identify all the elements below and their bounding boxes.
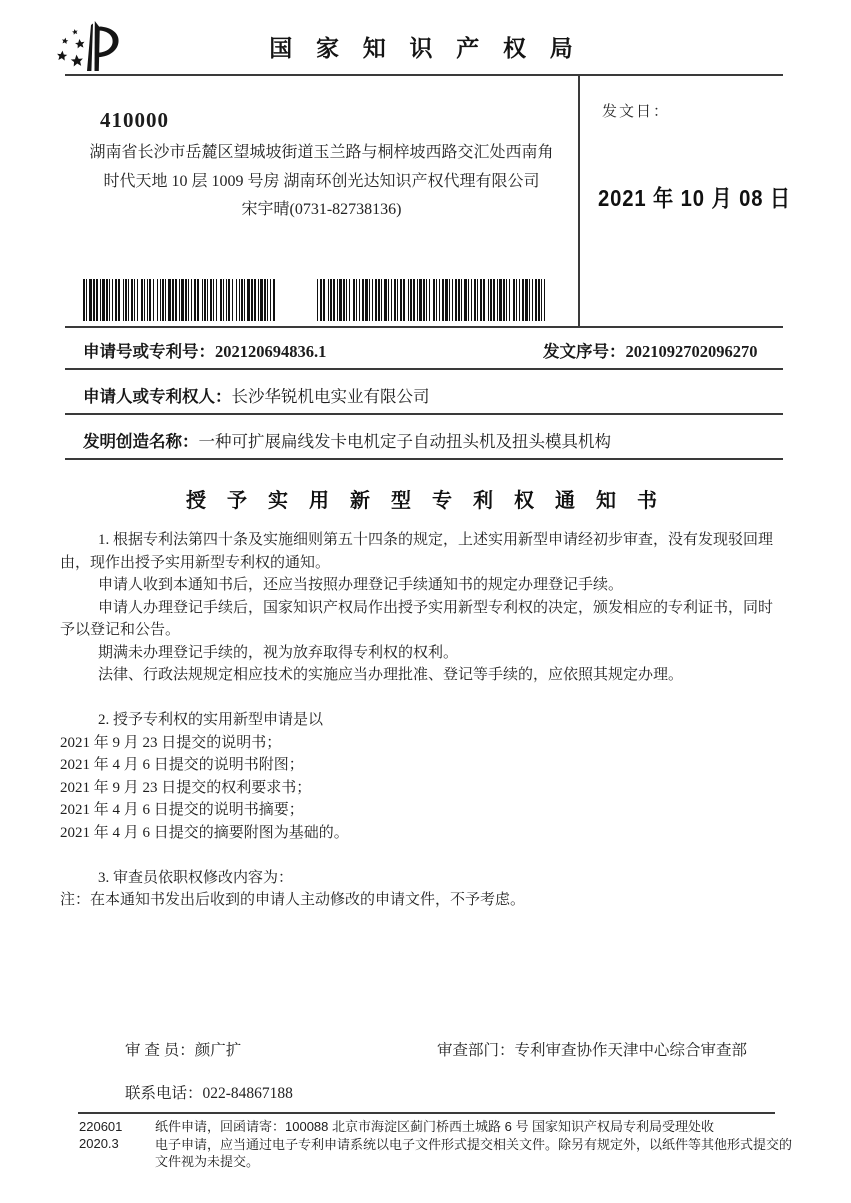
form-number: 220601 bbox=[79, 1119, 123, 1134]
footer-line-1: 纸件申请，回函请寄：100088 北京市海淀区蓟门桥西土城路 6 号 国家知识产权局专利局受理处收 bbox=[155, 1119, 715, 1134]
application-number-value: 202120694836.1 bbox=[215, 342, 327, 361]
invention-title-row bbox=[83, 428, 611, 452]
footer-line-2: 电子申请，应当通过电子专利申请系统以电子文件形式提交相关文件。除另有规定外，以纸件等其他形式提交的 bbox=[155, 1136, 793, 1152]
header-rule bbox=[65, 74, 783, 76]
notice-line: 予以登记和公告。 bbox=[60, 622, 181, 638]
recipient-postcode: 410000 bbox=[100, 108, 169, 132]
issue-box-divider bbox=[578, 75, 580, 327]
notice-line: 2021 年 4 月 6 日提交的说明书摘要； bbox=[60, 802, 304, 818]
notice-line: 法律、行政法规规定相应技术的实施应当办理批准、登记等手续的，应依照其规定办理。 bbox=[98, 667, 684, 683]
rule-3 bbox=[65, 413, 783, 415]
barcode-left bbox=[83, 279, 275, 321]
phone-number: 022-84867188 bbox=[202, 1085, 293, 1102]
recipient-contact: 宋宇晴(0731-82738136) bbox=[241, 201, 402, 218]
form-version: 2020.3 bbox=[79, 1136, 119, 1151]
notice-title: 授 予 实 用 新 型 专 利 权 通 知 书 bbox=[186, 490, 665, 512]
phone-row bbox=[125, 1081, 293, 1103]
applicant-value: 长沙华锐机电实业有限公司 bbox=[231, 387, 430, 406]
footer-instructions bbox=[155, 1118, 815, 1171]
notice-body bbox=[60, 529, 820, 912]
address-line-2: 时代天地 10 层 1009 号房 湖南环创光达知识产权代理有限公司 bbox=[103, 172, 540, 190]
notice-line: 3. 审查员依职权修改内容为： bbox=[98, 869, 294, 886]
department-name: 专利审查协作天津中心综合审查部 bbox=[514, 1042, 748, 1059]
notice-line: 期满未办理登记手续的，视为放弃取得专利权的权利。 bbox=[98, 644, 459, 661]
footer-line-3: 文件视为未提交。 bbox=[155, 1154, 260, 1169]
department-label: 审查部门： bbox=[437, 1042, 515, 1059]
notice-line: 2021 年 4 月 6 日提交的说明书附图； bbox=[60, 757, 304, 773]
issue-date-label: 发文日： bbox=[602, 104, 671, 120]
address-line-1: 湖南省长沙市岳麓区望城坡街道玉兰路与桐梓坡西路交汇处西南角 bbox=[89, 144, 554, 161]
phone-label: 联系电话： bbox=[125, 1085, 203, 1102]
rule-2 bbox=[65, 368, 783, 370]
notice-line: 2021 年 4 月 6 日提交的摘要附图为基础的。 bbox=[60, 824, 349, 841]
barcode-right bbox=[317, 279, 545, 321]
applicant-row bbox=[83, 383, 430, 407]
notice-line: 注：在本通知书发出后收到的申请人主动修改的申请文件，不予考虑。 bbox=[60, 892, 526, 908]
notice-line: 2. 授予专利权的实用新型申请是以 bbox=[98, 712, 324, 728]
application-number-label: 申请号或专利号： bbox=[83, 342, 215, 361]
examiner-name: 颜广扩 bbox=[194, 1042, 242, 1059]
agency-title: 国 家 知 识 产 权 局 bbox=[269, 36, 582, 61]
serial-number-value: 2021092702096270 bbox=[625, 342, 758, 361]
examiner-label: 审 查 员： bbox=[125, 1042, 195, 1059]
invention-title-value: 一种可扩展扁线发卡电机定子自动扭头机及扭头模具机构 bbox=[198, 432, 611, 451]
serial-number-label: 发文序号： bbox=[543, 342, 626, 361]
footer-rule bbox=[78, 1112, 775, 1114]
notice-line: 由，现作出授予实用新型专利权的通知。 bbox=[60, 554, 331, 571]
recipient-address bbox=[65, 139, 578, 225]
rule-4 bbox=[65, 458, 783, 460]
examiner-row bbox=[125, 1038, 748, 1060]
notice-line: 2021 年 9 月 23 日提交的说明书； bbox=[60, 734, 282, 751]
invention-title-label: 发明创造名称： bbox=[83, 432, 199, 451]
applicant-label: 申请人或专利权人： bbox=[83, 387, 232, 406]
notice-line: 申请人办理登记手续后，国家知识产权局作出授予实用新型专利权的决定，颁发相应的专利证书，同时 bbox=[98, 599, 774, 616]
notice-line: 1. 根据专利法第四十条及实施细则第五十四条的规定，上述实用新型申请经初步审查，没有发现驳回理 bbox=[98, 532, 774, 548]
notice-line: 申请人收到本通知书后，还应当按照办理登记手续通知书的规定办理登记手续。 bbox=[98, 577, 624, 593]
rule-1 bbox=[65, 326, 783, 328]
issue-date-value: 2021 年 10 月 08 日 bbox=[598, 185, 791, 211]
notice-line: 2021 年 9 月 23 日提交的权利要求书； bbox=[60, 779, 312, 796]
application-number-row bbox=[83, 338, 758, 362]
